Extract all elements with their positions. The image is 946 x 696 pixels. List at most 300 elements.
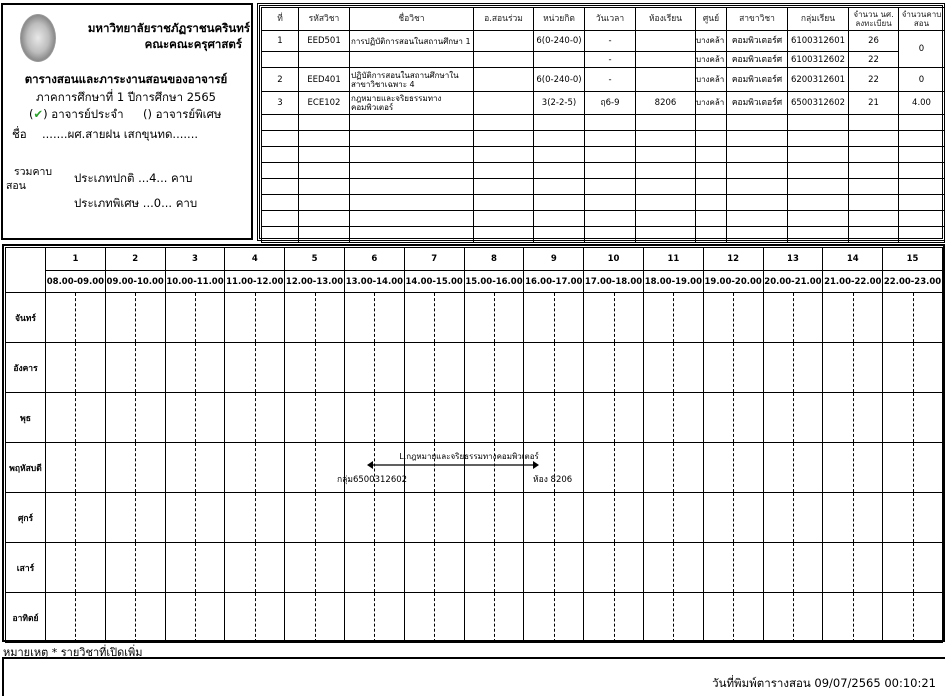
teacher-type-special: () อาจารย์พิเศษ [143, 107, 222, 121]
schedule-slot[interactable] [404, 393, 464, 443]
schedule-slot[interactable] [165, 393, 225, 443]
course-cell-empty [788, 227, 849, 243]
schedule-slot[interactable] [883, 593, 943, 643]
course-cell-code: EED501 [299, 31, 350, 52]
schedule-slot[interactable] [225, 393, 285, 443]
schedule-slot[interactable] [225, 343, 285, 393]
schedule-slot[interactable] [643, 493, 703, 543]
period-number: 4 [225, 248, 285, 271]
course-cell-empty [262, 195, 299, 211]
period-number: 6 [344, 248, 404, 271]
period-time: 10.00-11.00 [165, 271, 225, 293]
schedule-slot[interactable] [404, 493, 464, 543]
course-cell-room: 8206 [636, 92, 696, 115]
schedule-slot[interactable] [584, 393, 644, 443]
course-cell-co [474, 68, 534, 92]
course-cell-name: ปฏิบัติการสอนในสถานศึกษาในสาขาวิชาเฉพาะ 4 [350, 68, 474, 92]
course-cell-empty [299, 211, 350, 227]
course-cell-room [636, 31, 696, 52]
schedule-slot[interactable] [524, 393, 584, 443]
col-co-teacher: อ.สอนร่วม [474, 8, 534, 31]
course-cell-name [350, 52, 474, 68]
course-cell-empty [899, 147, 945, 163]
course-cell-empty [636, 131, 696, 147]
schedule-slot[interactable] [703, 493, 763, 543]
schedule-slot[interactable] [823, 593, 883, 643]
course-cell-empty [262, 179, 299, 195]
course-cell-empty [636, 179, 696, 195]
course-cell-empty [262, 211, 299, 227]
course-cell-empty [727, 131, 788, 147]
schedule-slot[interactable] [46, 443, 106, 493]
day-label: จันทร์ [6, 293, 46, 343]
period-number: 11 [643, 248, 703, 271]
period-time: 17.00-18.00 [584, 271, 644, 293]
course-cell-major: คอมพิวเตอร์ศ [727, 68, 788, 92]
period-time: 15.00-16.00 [464, 271, 524, 293]
col-time: วันเวลา [585, 8, 636, 31]
course-cell-empty [727, 163, 788, 179]
schedule-slot[interactable] [464, 593, 524, 643]
schedule-slot[interactable] [464, 493, 524, 543]
col-credit: หน่วยกิต [534, 8, 585, 31]
course-cell-empty [727, 195, 788, 211]
course-cell-empty [849, 179, 899, 195]
col-major: สาขาวิชา [727, 8, 788, 31]
faculty-name: คณะคณะครุศาสตร์ [144, 37, 242, 51]
course-cell-group: 6200312601 [788, 68, 849, 92]
schedule-slot[interactable] [823, 343, 883, 393]
course-table-header [262, 8, 945, 31]
schedule-slot[interactable] [105, 493, 165, 543]
footer-divider [2, 657, 945, 659]
check-icon: ✔ [33, 107, 44, 121]
course-cell-room [636, 68, 696, 92]
course-cell-empty [636, 227, 696, 243]
course-cell-empty [788, 147, 849, 163]
course-cell-credit: 6(0-240-0) [534, 68, 585, 92]
period-time-row [6, 271, 943, 293]
schedule-slot[interactable] [883, 393, 943, 443]
schedule-slot[interactable] [703, 293, 763, 343]
schedule-slot[interactable] [524, 493, 584, 543]
period-time: 08.00-09.00 [46, 271, 106, 293]
course-cell-empty [350, 147, 474, 163]
course-row-empty [262, 227, 945, 243]
schedule-slot[interactable] [105, 593, 165, 643]
period-time: 13.00-14.00 [344, 271, 404, 293]
schedule-slot[interactable] [763, 343, 823, 393]
schedule-slot[interactable] [46, 293, 106, 343]
schedule-slot[interactable] [464, 343, 524, 393]
period-number: 5 [285, 248, 345, 271]
course-cell-empty [696, 163, 727, 179]
course-cell-empty [474, 147, 534, 163]
day-row [6, 493, 943, 543]
type-regular-label: ) อาจารย์ประจำ [43, 107, 124, 121]
period-number: 2 [105, 248, 165, 271]
schedule-slot[interactable] [524, 543, 584, 593]
schedule-slot[interactable] [643, 443, 703, 493]
course-cell-empty [299, 195, 350, 211]
course-row [262, 31, 945, 52]
course-cell-empty [534, 211, 585, 227]
schedule-slot[interactable] [165, 443, 225, 493]
course-cell-empty [636, 115, 696, 131]
schedule-slot[interactable] [344, 393, 404, 443]
course-cell-empty [899, 195, 945, 211]
course-cell-credit [534, 52, 585, 68]
course-cell-students: 26 [849, 31, 899, 52]
course-cell-empty [350, 131, 474, 147]
event-title: L.กฎหมายและจริยธรรมทางคอมพิวเตอร์ [399, 452, 539, 461]
schedule-slot[interactable] [883, 343, 943, 393]
schedule-slot[interactable] [823, 443, 883, 493]
period-time: 14.00-15.00 [404, 271, 464, 293]
course-row [262, 52, 945, 68]
course-cell-empty [636, 163, 696, 179]
course-row [262, 92, 945, 115]
course-cell-center: บางคล้า [696, 52, 727, 68]
schedule-slot[interactable] [883, 293, 943, 343]
schedule-slot[interactable] [823, 543, 883, 593]
col-room: ห้องเรียน [636, 8, 696, 31]
schedule-slot[interactable] [524, 343, 584, 393]
schedule-slot[interactable] [524, 593, 584, 643]
schedule-slot[interactable] [703, 543, 763, 593]
course-cell-empty [849, 115, 899, 131]
schedule-slot[interactable] [165, 493, 225, 543]
course-cell-empty [350, 179, 474, 195]
course-cell-no: 1 [262, 31, 299, 52]
schedule-slot[interactable] [404, 293, 464, 343]
course-cell-empty [350, 227, 474, 243]
schedule-slot[interactable] [404, 593, 464, 643]
period-number-row [6, 248, 943, 271]
period-number: 7 [404, 248, 464, 271]
teacher-name: .......ผศ.สายฝน เสกขุนทด....... [42, 127, 199, 141]
schedule-slot[interactable] [763, 443, 823, 493]
schedule-slot[interactable] [285, 343, 345, 393]
course-cell-empty [636, 211, 696, 227]
course-cell-periods: 0 [899, 68, 945, 92]
schedule-slot[interactable] [883, 443, 943, 493]
course-row [262, 68, 945, 92]
period-time: 22.00-23.00 [883, 271, 943, 293]
day-row [6, 343, 943, 393]
course-cell-room [636, 52, 696, 68]
course-cell-empty [727, 227, 788, 243]
total-label-2: สอน [6, 180, 26, 192]
period-number: 14 [823, 248, 883, 271]
schedule-slot[interactable] [344, 493, 404, 543]
course-cell-time: ฤ6-9 [585, 92, 636, 115]
print-timestamp: วันที่พิมพ์ตารางสอน 09/07/2565 00:10:21 [712, 676, 936, 690]
course-cell-no [262, 52, 299, 68]
special-periods: ประเภทพิเศษ ...0... คาบ [74, 196, 198, 210]
schedule-slot[interactable] [105, 343, 165, 393]
course-cell-empty [788, 195, 849, 211]
schedule-slot[interactable] [524, 293, 584, 343]
schedule-slot[interactable] [823, 293, 883, 343]
course-cell-empty [534, 227, 585, 243]
event-group: กลุ่ม6500312602 [337, 475, 408, 485]
schedule-slot[interactable] [46, 493, 106, 543]
remark-note: หมายเหตุ * รายวิชาที่เปิดเพิ่ม [3, 646, 143, 659]
schedule-slot[interactable] [165, 593, 225, 643]
course-cell-empty [696, 131, 727, 147]
course-table [261, 7, 945, 243]
course-cell-periods: 4.00 [899, 92, 945, 115]
course-cell-major: คอมพิวเตอร์ศ [727, 92, 788, 115]
course-cell-empty [474, 179, 534, 195]
course-cell-empty [899, 211, 945, 227]
term-label: ภาคการศึกษาที่ 1 ปีการศึกษา 2565 [36, 90, 216, 104]
schedule-slot[interactable] [344, 593, 404, 643]
course-cell-empty [350, 211, 474, 227]
course-cell-empty [474, 131, 534, 147]
course-cell-empty [474, 227, 534, 243]
course-cell-group: 6100312601 [788, 31, 849, 52]
period-number: 8 [464, 248, 524, 271]
period-number: 9 [524, 248, 584, 271]
schedule-slot[interactable] [344, 543, 404, 593]
schedule-slot[interactable] [883, 493, 943, 543]
course-cell-group: 6500312602 [788, 92, 849, 115]
course-row-empty [262, 179, 945, 195]
schedule-slot[interactable] [46, 343, 106, 393]
schedule-slot[interactable] [464, 393, 524, 443]
schedule-slot[interactable] [643, 543, 703, 593]
day-row [6, 593, 943, 643]
course-cell-empty [262, 131, 299, 147]
course-row-empty [262, 163, 945, 179]
schedule-slot[interactable] [464, 293, 524, 343]
schedule-slot[interactable] [225, 443, 285, 493]
course-cell-empty [262, 115, 299, 131]
event-span-arrow-icon [367, 460, 539, 470]
name-label: ชื่อ [12, 127, 27, 141]
col-center: ศูนย์ [696, 8, 727, 31]
period-time: 12.00-13.00 [285, 271, 345, 293]
schedule-slot[interactable] [643, 293, 703, 343]
course-cell-empty [350, 115, 474, 131]
course-cell-center: บางคล้า [696, 92, 727, 115]
day-label: เสาร์ [6, 543, 46, 593]
schedule-slot[interactable] [105, 293, 165, 343]
schedule-slot[interactable] [285, 443, 345, 493]
course-cell-code: ECE102 [299, 92, 350, 115]
course-cell-empty [262, 147, 299, 163]
schedule-slot[interactable] [703, 343, 763, 393]
schedule-slot[interactable] [584, 443, 644, 493]
course-cell-empty [788, 163, 849, 179]
schedule-slot[interactable] [46, 543, 106, 593]
schedule-slot[interactable] [584, 593, 644, 643]
course-cell-co [474, 31, 534, 52]
course-cell-empty [899, 115, 945, 131]
schedule-slot[interactable] [584, 493, 644, 543]
course-cell-empty [262, 227, 299, 243]
course-cell-empty [849, 147, 899, 163]
schedule-slot[interactable] [643, 593, 703, 643]
period-number: 12 [703, 248, 763, 271]
course-cell-code: EED401 [299, 68, 350, 92]
course-cell-empty [899, 163, 945, 179]
schedule-slot[interactable] [165, 293, 225, 343]
period-time: 09.00-10.00 [105, 271, 165, 293]
period-number: 3 [165, 248, 225, 271]
period-number: 10 [584, 248, 644, 271]
schedule-slot[interactable] [285, 593, 345, 643]
course-cell-empty [727, 211, 788, 227]
schedule-slot[interactable] [584, 543, 644, 593]
course-cell-empty [727, 179, 788, 195]
course-cell-empty [727, 147, 788, 163]
day-label: พุธ [6, 393, 46, 443]
course-cell-empty [585, 211, 636, 227]
course-cell-empty [534, 147, 585, 163]
period-time: 16.00-17.00 [524, 271, 584, 293]
course-cell-center: บางคล้า [696, 68, 727, 92]
course-cell-empty [299, 131, 350, 147]
period-number: 1 [46, 248, 106, 271]
schedule-slot[interactable] [285, 293, 345, 343]
course-cell-empty [299, 115, 350, 131]
schedule-slot[interactable] [763, 393, 823, 443]
course-cell-empty [636, 147, 696, 163]
day-label: อาทิตย์ [6, 593, 46, 643]
teacher-type-regular [29, 106, 124, 124]
course-cell-empty [849, 211, 899, 227]
schedule-slot[interactable] [823, 393, 883, 443]
col-no: ที่ [262, 8, 299, 31]
course-cell-no: 2 [262, 68, 299, 92]
schedule-slot[interactable] [823, 493, 883, 543]
course-cell-empty [585, 115, 636, 131]
day-row [6, 393, 943, 443]
schedule-slot[interactable] [225, 593, 285, 643]
schedule-slot[interactable] [225, 293, 285, 343]
course-cell-empty [585, 131, 636, 147]
course-cell-empty [350, 195, 474, 211]
course-cell-empty [899, 227, 945, 243]
course-cell-time: - [585, 31, 636, 52]
period-time: 21.00-22.00 [823, 271, 883, 293]
schedule-slot[interactable] [643, 343, 703, 393]
schedule-slot[interactable] [703, 443, 763, 493]
course-cell-empty [474, 163, 534, 179]
schedule-slot[interactable] [703, 393, 763, 443]
course-cell-empty [585, 227, 636, 243]
course-cell-group: 6100312602 [788, 52, 849, 68]
schedule-slot[interactable] [763, 593, 823, 643]
schedule-grid-frame [2, 244, 945, 642]
schedule-slot[interactable] [643, 393, 703, 443]
period-time: 19.00-20.00 [703, 271, 763, 293]
course-cell-empty [788, 131, 849, 147]
schedule-slot[interactable] [703, 593, 763, 643]
course-cell-empty [585, 195, 636, 211]
schedule-slot[interactable] [105, 543, 165, 593]
course-cell-empty [474, 115, 534, 131]
course-row-empty [262, 211, 945, 227]
schedule-slot[interactable] [46, 593, 106, 643]
schedule-slot[interactable] [105, 393, 165, 443]
course-cell-empty [534, 131, 585, 147]
course-table-frame [257, 3, 945, 241]
period-number: 15 [883, 248, 943, 271]
schedule-slot[interactable] [883, 543, 943, 593]
course-cell-empty [788, 211, 849, 227]
schedule-slot[interactable] [344, 343, 404, 393]
schedule-slot[interactable] [46, 393, 106, 443]
schedule-slot[interactable] [763, 493, 823, 543]
course-cell-empty [849, 195, 899, 211]
col-name: ชื่อวิชา [350, 8, 474, 31]
schedule-slot[interactable] [584, 293, 644, 343]
schedule-slot[interactable] [584, 343, 644, 393]
day-label: พฤหัสบดี [6, 443, 46, 493]
schedule-slot[interactable] [285, 393, 345, 443]
course-cell-name: การปฏิบัติการสอนในสถานศึกษา 1 [350, 31, 474, 52]
schedule-slot[interactable] [344, 293, 404, 343]
course-cell-empty [299, 147, 350, 163]
schedule-slot[interactable] [105, 443, 165, 493]
period-time: 18.00-19.00 [643, 271, 703, 293]
schedule-slot[interactable] [404, 543, 464, 593]
schedule-slot[interactable] [225, 543, 285, 593]
schedule-slot[interactable] [225, 493, 285, 543]
course-cell-empty [696, 227, 727, 243]
schedule-slot[interactable] [285, 493, 345, 543]
total-label-1: รวมคาบ [14, 166, 53, 178]
course-row-empty [262, 195, 945, 211]
course-row-empty [262, 147, 945, 163]
schedule-slot[interactable] [165, 343, 225, 393]
footer-left-border [2, 657, 4, 696]
period-time: 20.00-21.00 [763, 271, 823, 293]
course-cell-empty [849, 163, 899, 179]
schedule-slot[interactable] [165, 543, 225, 593]
course-cell-students: 22 [849, 68, 899, 92]
course-cell-credit: 6(0-240-0) [534, 31, 585, 52]
course-cell-empty [585, 147, 636, 163]
course-cell-co [474, 52, 534, 68]
col-periods: จำนวนคาบสอน [899, 8, 945, 31]
course-cell-empty [350, 163, 474, 179]
course-cell-empty [585, 179, 636, 195]
course-cell-empty [849, 227, 899, 243]
schedule-slot[interactable] [763, 293, 823, 343]
course-cell-empty [299, 179, 350, 195]
course-cell-empty [299, 163, 350, 179]
schedule-slot[interactable] [464, 543, 524, 593]
schedule-slot[interactable] [285, 543, 345, 593]
type-regular-prefix: ( [29, 107, 34, 121]
schedule-slot[interactable] [763, 543, 823, 593]
university-name: มหาวิทยาลัยราชภัฏราชนครินทร์ [87, 21, 250, 35]
schedule-event[interactable] [337, 448, 577, 488]
day-label: อังคาร [6, 343, 46, 393]
schedule-slot[interactable] [404, 343, 464, 393]
course-cell-empty [696, 211, 727, 227]
schedule-grid [5, 247, 943, 643]
course-cell-empty [534, 179, 585, 195]
course-cell-empty [788, 115, 849, 131]
course-cell-code [299, 52, 350, 68]
grid-corner [6, 248, 46, 293]
